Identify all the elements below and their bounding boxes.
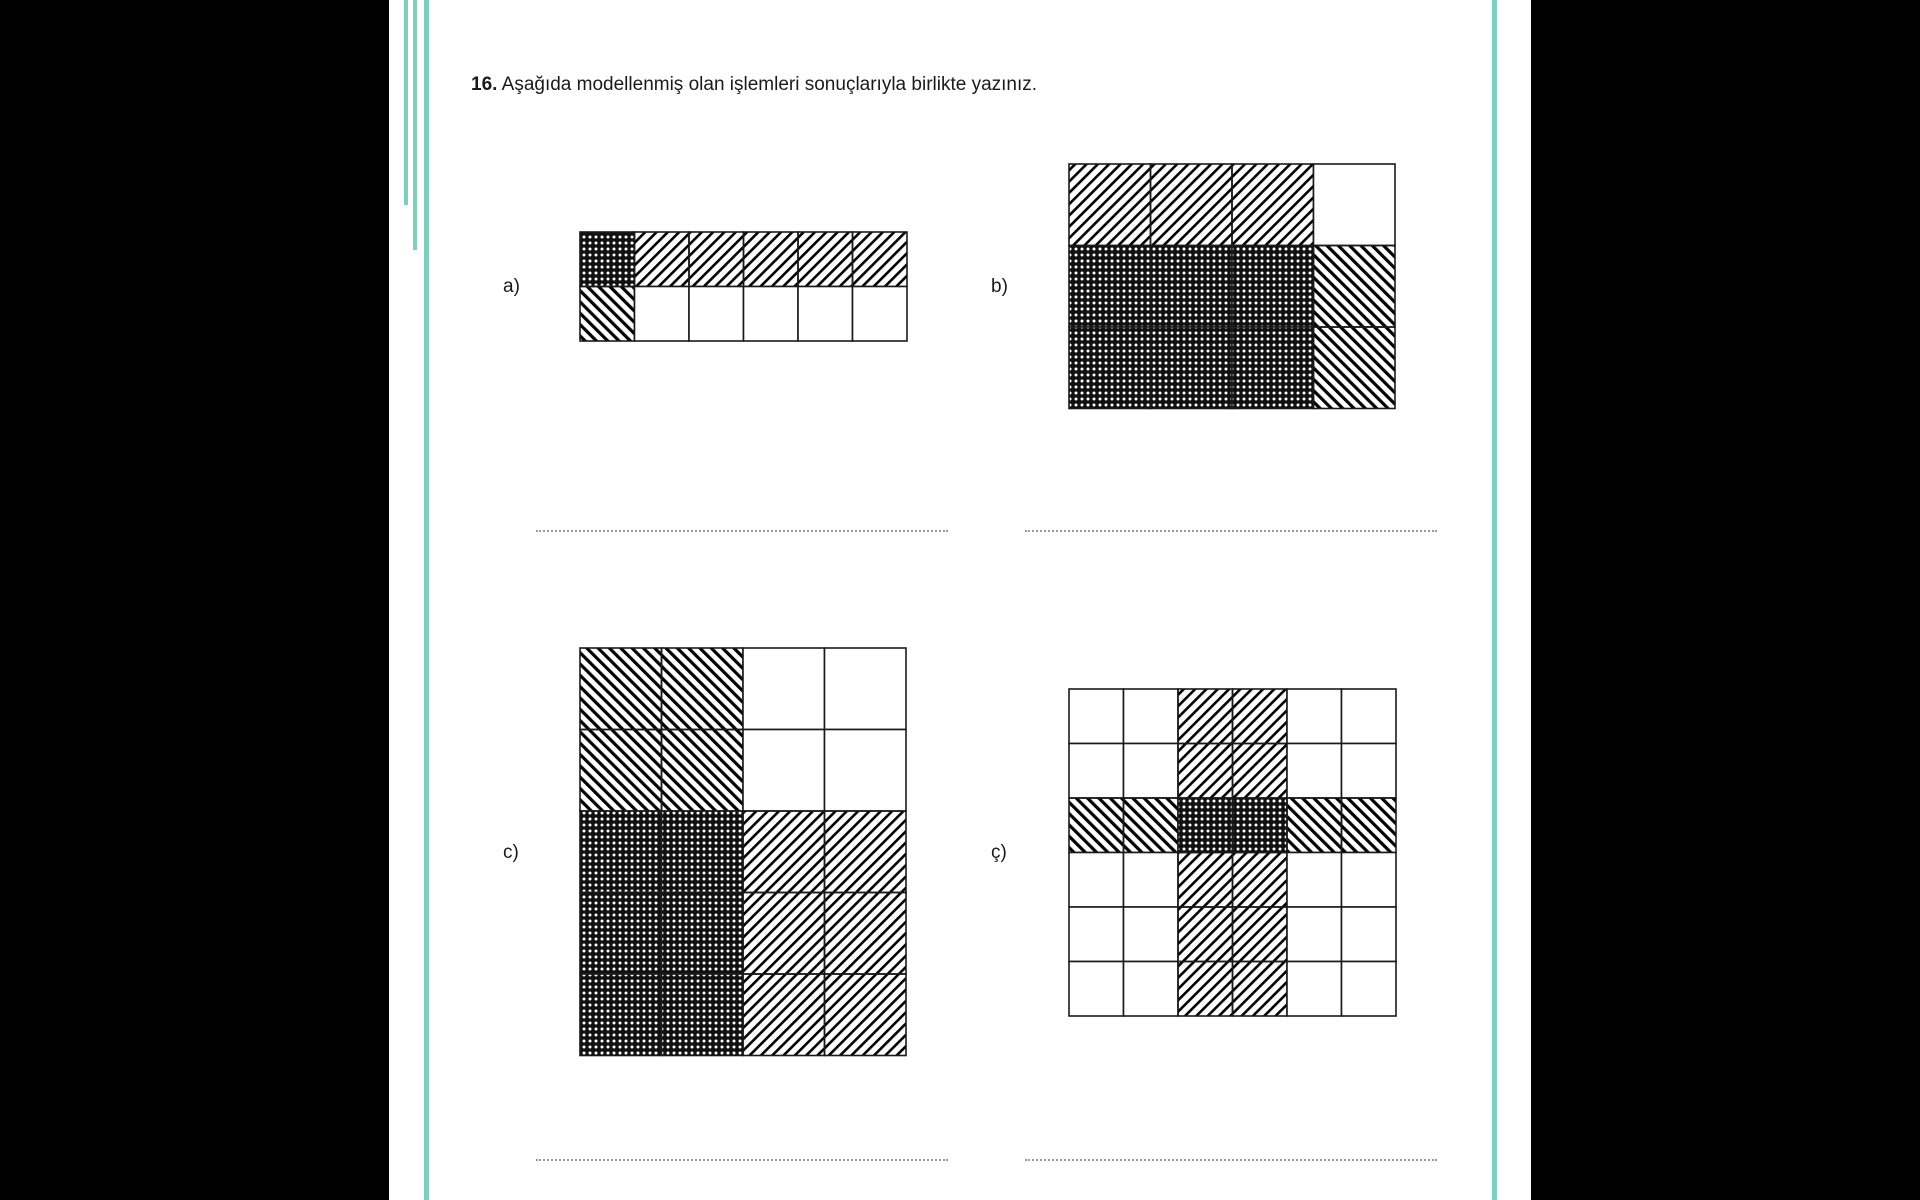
grid-cell-none: [1314, 164, 1396, 246]
question-number: 16.: [471, 74, 498, 95]
grid-cell-back: [1178, 689, 1233, 744]
grid-cell-fwd: [1124, 798, 1179, 853]
grid-cell-back: [1233, 907, 1288, 962]
grid-cell-none: [1287, 689, 1342, 744]
grid-cell-back: [635, 232, 690, 287]
grid-cell-none: [1342, 962, 1397, 1017]
grid-cell-fwd: [1069, 798, 1124, 853]
grid-cell-back: [1233, 689, 1288, 744]
grid-cell-back: [743, 893, 825, 975]
grid-cell-none: [1069, 907, 1124, 962]
grid-cell-back: [798, 232, 853, 287]
grid-cell-fwd: [580, 287, 635, 342]
grid-cell-none: [1287, 962, 1342, 1017]
grid-cell-none: [1124, 962, 1179, 1017]
grid-cell-none: [1287, 853, 1342, 908]
grid-cell-none: [853, 287, 908, 342]
grid-cell-none: [689, 287, 744, 342]
grid-cell-back: [1178, 744, 1233, 799]
grid-cell-back: [689, 232, 744, 287]
grid-cell-back: [1178, 907, 1233, 962]
grid-cell-fwd: [580, 648, 662, 730]
model-grid-a: [580, 232, 907, 341]
question-instruction: Aşağıda modellenmiş olan işlemleri sonuçlarıyla birlikte yazınız.: [501, 74, 1038, 95]
grid-cell-none: [1069, 689, 1124, 744]
grid-cell-back: [1232, 164, 1314, 246]
grid-cell-fwd: [1287, 798, 1342, 853]
problem-label-cc: ç): [991, 842, 1007, 863]
grid-cell-fwd: [1342, 798, 1397, 853]
grid-cell-fwd: [1314, 246, 1396, 328]
problem-label-c: c): [503, 842, 519, 863]
grid-cell-none: [825, 730, 907, 812]
grid-cell-none: [743, 730, 825, 812]
grid-cell-none: [1124, 744, 1179, 799]
grid-cell-dots: [1151, 246, 1233, 328]
problem-label-a: a): [503, 276, 520, 297]
model-grid-cc: [1069, 689, 1396, 1016]
grid-cell-back: [1151, 164, 1233, 246]
grid-cell-none: [1287, 907, 1342, 962]
grid-cell-dots: [580, 232, 635, 287]
grid-cell-none: [1342, 744, 1397, 799]
grid-cell-dots: [662, 974, 744, 1056]
area-models: [389, 0, 1531, 1200]
grid-cell-dots: [1232, 327, 1314, 409]
grid-cell-back: [1233, 962, 1288, 1017]
grid-cell-dots: [662, 893, 744, 975]
grid-cell-none: [744, 287, 799, 342]
grid-cell-dots: [1069, 327, 1151, 409]
problem-label-b: b): [991, 276, 1008, 297]
grid-cell-back: [853, 232, 908, 287]
grid-cell-none: [1342, 689, 1397, 744]
grid-cell-back: [825, 974, 907, 1056]
grid-cell-none: [1069, 962, 1124, 1017]
model-grid-b: [1069, 164, 1395, 409]
worksheet-page: [389, 0, 1531, 1200]
grid-cell-none: [1069, 853, 1124, 908]
grid-cell-back: [743, 811, 825, 893]
grid-cell-none: [635, 287, 690, 342]
grid-cell-dots: [580, 893, 662, 975]
grid-cell-dots: [1151, 327, 1233, 409]
grid-cell-dots: [1233, 798, 1288, 853]
grid-cell-dots: [1232, 246, 1314, 328]
grid-cell-none: [1124, 689, 1179, 744]
grid-cell-fwd: [662, 648, 744, 730]
grid-cell-back: [744, 232, 799, 287]
grid-cell-back: [1233, 853, 1288, 908]
grid-cell-back: [1178, 853, 1233, 908]
grid-cell-none: [1342, 853, 1397, 908]
grid-cell-fwd: [1314, 327, 1396, 409]
grid-cell-dots: [1178, 798, 1233, 853]
grid-cell-none: [1124, 907, 1179, 962]
grid-cell-back: [1178, 962, 1233, 1017]
grid-cell-back: [1233, 744, 1288, 799]
grid-cell-dots: [662, 811, 744, 893]
grid-cell-none: [1342, 907, 1397, 962]
model-grid-c: [580, 648, 906, 1056]
grid-cell-back: [825, 893, 907, 975]
grid-cell-fwd: [580, 730, 662, 812]
grid-cell-dots: [580, 811, 662, 893]
grid-cell-back: [743, 974, 825, 1056]
grid-cell-none: [1069, 744, 1124, 799]
grid-cell-dots: [1069, 246, 1151, 328]
grid-cell-back: [1069, 164, 1151, 246]
grid-cell-none: [1124, 853, 1179, 908]
grid-cell-none: [1287, 744, 1342, 799]
grid-cell-none: [825, 648, 907, 730]
grid-cell-back: [825, 811, 907, 893]
grid-cell-dots: [580, 974, 662, 1056]
grid-cell-fwd: [662, 730, 744, 812]
grid-cell-none: [798, 287, 853, 342]
grid-cell-none: [743, 648, 825, 730]
